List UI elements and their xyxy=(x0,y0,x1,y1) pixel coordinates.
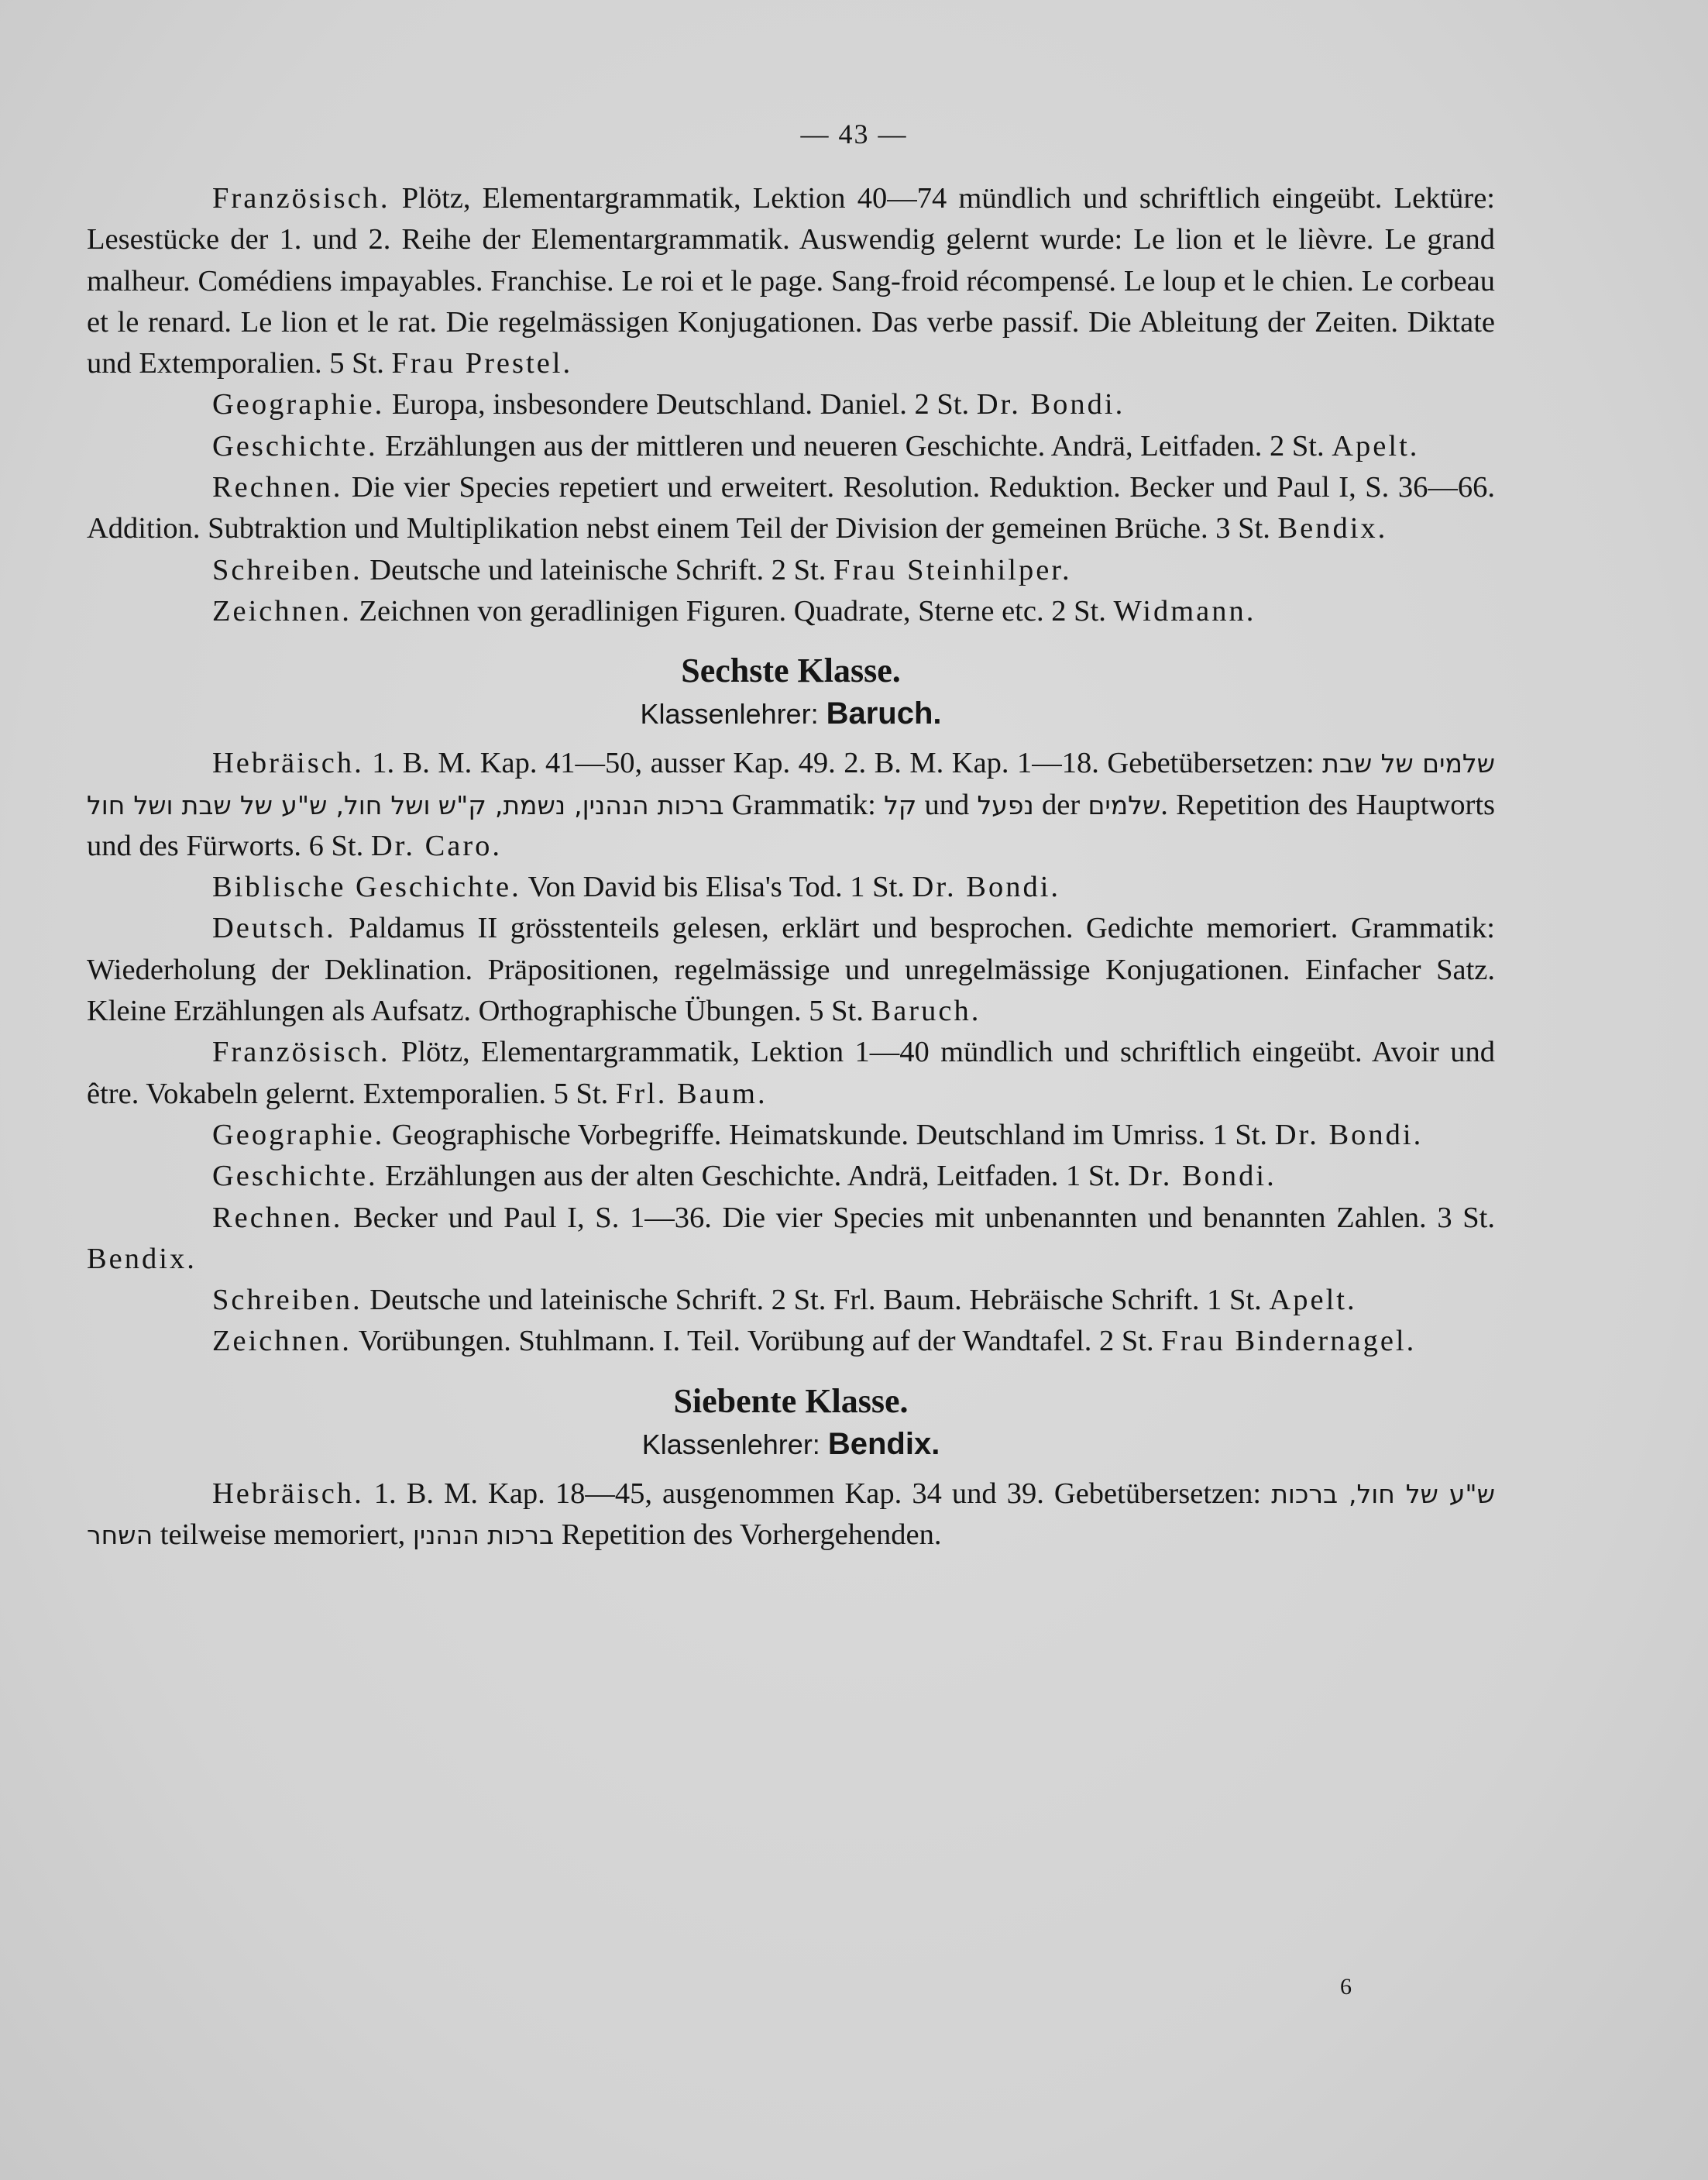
paragraph-rechnen-5 xyxy=(87,467,1495,550)
subject-label: Zeichnen. xyxy=(212,594,352,628)
paragraph-text: Becker und Paul I, S. 1—36. Die vier Species mit unbenannten und benannten Zahlen. 3 St. xyxy=(342,1201,1495,1234)
subject-label: Zeichnen. xyxy=(212,1325,352,1358)
class-teacher-line xyxy=(87,1423,1495,1473)
teacher-name: Widmann. xyxy=(1113,594,1256,628)
hebrew-text: ברכות הנהנין, נשמת, ק"ש xyxy=(438,789,724,820)
paragraph-text: teilweise memoriert, xyxy=(153,1518,413,1552)
section-heading-sechste-klasse: Sechste Klasse. xyxy=(681,652,901,690)
paragraph-text: Repetition des Vorhergehenden. xyxy=(554,1518,942,1552)
signature-mark: 6 xyxy=(1340,1974,1352,1999)
teacher-name: Bendix. xyxy=(87,1242,197,1275)
paragraph-text xyxy=(431,789,438,821)
class-teacher-name: Bendix. xyxy=(827,1426,940,1461)
subject-label: Französisch. xyxy=(212,1036,390,1069)
teacher-name: Bendix. xyxy=(1277,512,1388,545)
teacher-name: Dr. Bondi. xyxy=(912,871,1061,904)
subject-label: Hebräisch. xyxy=(212,1477,364,1510)
teacher-name: Apelt. xyxy=(1332,429,1420,462)
subject-label: Schreiben. xyxy=(212,1284,363,1317)
paragraph-biblische-geschichte-6 xyxy=(87,867,1495,908)
paragraph-zeichnen-6 xyxy=(87,1321,1495,1362)
paragraph-geschichte-6 xyxy=(87,1156,1495,1197)
paragraph-text: Von David bis Elisa's Tod. 1 St. xyxy=(521,871,912,904)
paragraph-zeichnen-5 xyxy=(87,591,1495,632)
paragraph-text: Die vier Species repetiert und erweitert. Resolution. Reduktion. Becker und Paul I, S. 36—66. Addition. Subtraktion und Multiplikation nebst einem Teil der Division der gemeinen Brüche. 3 St. xyxy=(87,471,1495,545)
paragraph-text: Erzählungen aus der alten Geschichte. Andrä, Leitfaden. 1 St. xyxy=(377,1160,1129,1193)
paragraph-geographie-6 xyxy=(87,1115,1495,1156)
class-teacher-line xyxy=(87,693,1495,743)
subject-label: Schreiben. xyxy=(212,553,363,586)
subject-label: Französisch. xyxy=(212,182,390,215)
paragraph-text: Plötz, Elementargrammatik, Lektion 40—74 mündlich und schriftlich eingeübt. Lektüre: Lesestücke der 1. und 2. Reihe der Elementargrammatik. Auswendig gelernt wurde: Le lion et le lièvre. Le grand malheur. Comédiens impayables. Franchise. Le roi et le page. Sang-froid récompensé. Le loup et le chien. Le corbeau et le renard. Le lion et le rat. Die regelmässigen Konjugationen. Das verbe passif. Die Ableitung der Zeiten. Diktate und Extemporalien. 5 St. xyxy=(87,182,1495,380)
paragraph-text: Vorübungen. Stuhlmann. I. Teil. Vorübung auf der Wandtafel. 2 St. xyxy=(351,1325,1162,1358)
document-body xyxy=(87,178,1495,1556)
paragraph-text: 1. B. M. Kap. 18—45, ausgenommen Kap. 34 und 39. Gebetübersetzen: xyxy=(363,1477,1272,1510)
teacher-name: Frau Prestel. xyxy=(391,347,573,380)
subject-label: Geschichte. xyxy=(212,429,378,462)
paragraph-text: der xyxy=(1033,788,1088,821)
page-number: — 43 — xyxy=(800,119,908,150)
paragraph-text: Deutsche und lateinische Schrift. 2 St. xyxy=(362,553,833,586)
paragraph-text: Paldamus II grösstenteils gelesen, erklärt und besprochen. Gedichte memoriert. Grammatik: Wiederholung der Deklination. Präpositionen, regelmässige und unregelmässige Konjugationen. Einfacher Satz. Kleine Erzählungen als Aufsatz. Orthographische Übungen. 5 St. xyxy=(87,912,1495,1028)
paragraph-hebraeisch-7 xyxy=(87,1473,1495,1556)
paragraph-hebraeisch-6 xyxy=(87,743,1495,867)
paragraph-schreiben-5 xyxy=(87,550,1495,591)
teacher-name: Dr. Bondi. xyxy=(976,388,1125,421)
teacher-name: Dr. Caro. xyxy=(370,829,503,862)
teacher-name: Frl. Baum. xyxy=(615,1077,768,1110)
paragraph-deutsch-6 xyxy=(87,908,1495,1032)
paragraph-schreiben-6 xyxy=(87,1280,1495,1321)
paragraph-text: 1. B. M. Kap. 41—50, ausser Kap. 49. 2. B. M. Kap. 1—18. Gebetübersetzen: xyxy=(363,747,1323,780)
subject-label: Geographie. xyxy=(212,388,385,421)
subject-label: Geographie. xyxy=(212,1118,385,1151)
teacher-name: Frau Bindernagel. xyxy=(1161,1325,1417,1358)
paragraph-text: Europa, insbesondere Deutschland. Daniel. 2 St. xyxy=(384,388,977,421)
subject-label: Biblische Geschichte. xyxy=(212,871,521,904)
paragraph-text: und xyxy=(916,788,978,821)
paragraph-rechnen-6 xyxy=(87,1198,1495,1281)
subject-label: Rechnen. xyxy=(212,1201,343,1234)
paragraph-franzoesisch-5 xyxy=(87,178,1495,384)
teacher-name: Frau Steinhilper. xyxy=(833,553,1072,586)
subject-label: Deutsch. xyxy=(212,912,336,945)
subject-label: Geschichte. xyxy=(212,1160,378,1193)
paragraph-text: Geographische Vorbegriffe. Heimatskunde. Deutschland im Umriss. 1 St. xyxy=(384,1118,1275,1151)
paragraph-text: Grammatik: xyxy=(723,788,885,821)
section-heading-siebente-klasse: Siebente Klasse. xyxy=(673,1381,909,1420)
hebrew-text: נפעל xyxy=(977,789,1034,820)
hebrew-text: שלמים xyxy=(1088,789,1161,820)
teacher-name: Dr. Bondi. xyxy=(1274,1118,1424,1151)
hebrew-text: ברכות הנהנין xyxy=(412,1520,555,1551)
paragraph-text: . Repetition des Hauptworts und des Fürworts. 6 St. xyxy=(87,788,1495,862)
teacher-name: Baruch. xyxy=(871,995,981,1028)
paragraph-geographie-5 xyxy=(87,384,1495,425)
subject-label: Rechnen. xyxy=(212,471,343,504)
hebrew-text: ש"ע של חול, ברכות השחר xyxy=(87,1478,1495,1551)
paragraph-text: Deutsche und lateinische Schrift. 2 St. Frl. Baum. Hebräische Schrift. 1 St. xyxy=(362,1284,1270,1317)
class-teacher-label: Klassenlehrer: xyxy=(641,1428,820,1460)
teacher-name: Dr. Bondi. xyxy=(1128,1160,1277,1193)
paragraph-franzoesisch-6 xyxy=(87,1032,1495,1115)
paragraph-text: Erzählungen aus der mittleren und neueren Geschichte. Andrä, Leitfaden. 2 St. xyxy=(377,429,1332,462)
paragraph-text: Plötz, Elementargrammatik, Lektion 1—40 mündlich und schriftlich eingeübt. Avoir und être. Vokabeln gelernt. Extemporalien. 5 St. xyxy=(87,1036,1495,1110)
class-teacher-name: Baruch. xyxy=(826,696,942,731)
hebrew-text: קל xyxy=(884,789,917,820)
hebrew-text: שלמים של שבת ושל חול, ש"ע של שבת ושל חול xyxy=(87,748,1495,820)
teacher-name: Apelt. xyxy=(1269,1284,1357,1317)
class-teacher-label: Klassenlehrer: xyxy=(640,698,819,731)
subject-label: Hebräisch. xyxy=(212,747,364,780)
paragraph-text: Zeichnen von geradlinigen Figuren. Quadrate, Sterne etc. 2 St. xyxy=(351,594,1114,628)
paragraph-geschichte-5 xyxy=(87,426,1495,467)
